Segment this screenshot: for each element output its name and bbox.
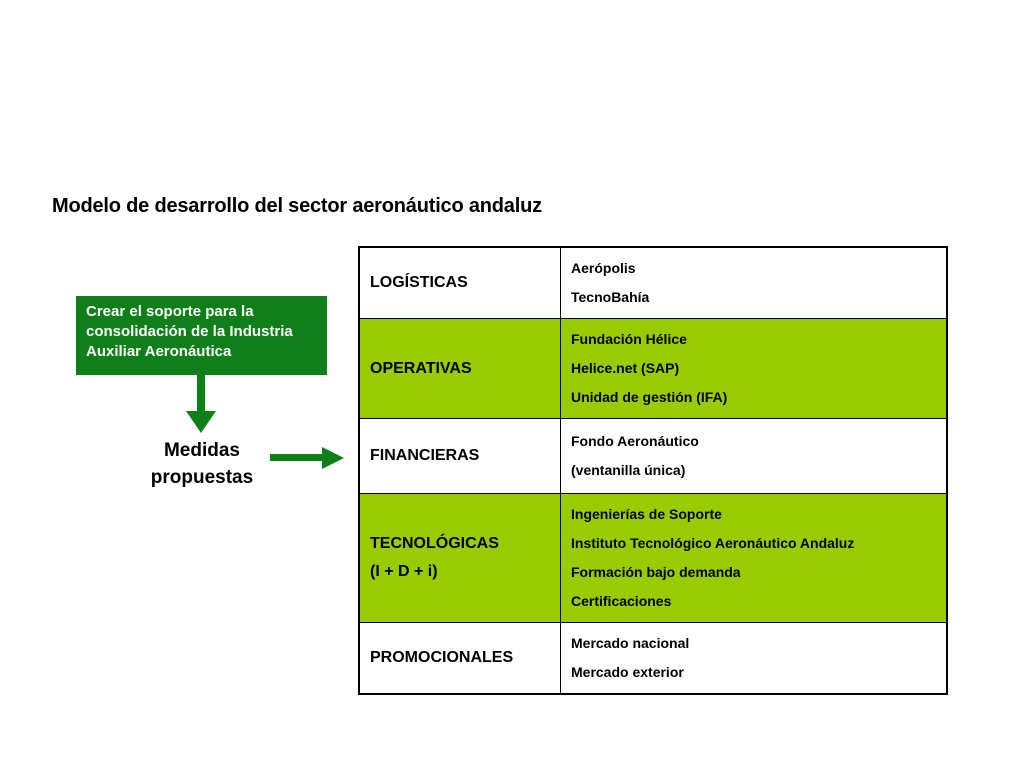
item-label: Fondo Aeronáutico xyxy=(571,433,699,449)
measures-label xyxy=(140,437,264,491)
goal-box xyxy=(76,296,327,375)
measures-label-line: Medidas xyxy=(163,440,241,461)
right-arrow-icon xyxy=(270,447,344,469)
items-cell xyxy=(561,419,948,494)
category-cell xyxy=(359,319,561,419)
measure-row-operativas xyxy=(359,319,947,419)
item-label: (ventanilla única) xyxy=(571,462,686,478)
measures-label-line: propuestas xyxy=(150,467,254,488)
item-label: Fundación Hélice xyxy=(571,331,687,347)
category-label: TECNOLÓGICAS xyxy=(370,535,499,552)
items-cell xyxy=(561,494,948,623)
item-label: Unidad de gestión (IFA) xyxy=(571,389,728,405)
item-label: Helice.net (SAP) xyxy=(571,360,680,376)
category-label: LOGÍSTICAS xyxy=(370,274,468,291)
category-label: PROMOCIONALES xyxy=(370,649,514,666)
category-label: FINANCIERAS xyxy=(370,447,480,464)
measure-row-logisticas xyxy=(359,247,947,319)
category-label: OPERATIVAS xyxy=(370,359,472,377)
item-label: Mercado exterior xyxy=(571,664,684,680)
item-label: Aerópolis xyxy=(571,260,636,276)
item-label: Instituto Tecnológico Aeronáutico Andaluz xyxy=(571,535,855,551)
down-arrow-icon xyxy=(186,375,216,433)
category-cell xyxy=(359,247,561,319)
item-label: Ingenierías de Soporte xyxy=(571,506,722,522)
item-label: Formación bajo demanda xyxy=(571,564,741,580)
page-title: Modelo de desarrollo del sector aeronáutico andaluz xyxy=(52,195,542,217)
item-label: TecnoBahía xyxy=(571,289,650,305)
goal-line: Auxiliar Aeronáutica xyxy=(86,343,232,360)
measure-row-promocionales xyxy=(359,623,947,695)
item-label: Mercado nacional xyxy=(571,635,690,651)
category-cell xyxy=(359,419,561,494)
items-cell xyxy=(561,319,948,419)
category-cell xyxy=(359,494,561,623)
measures-table xyxy=(358,246,948,695)
item-label: Certificaciones xyxy=(571,593,672,609)
goal-line: Crear el soporte para la xyxy=(86,303,254,320)
measure-row-tecnologicas xyxy=(359,494,947,623)
items-cell xyxy=(561,623,948,695)
items-cell xyxy=(561,247,948,319)
goal-line: consolidación de la Industria xyxy=(86,323,293,340)
measure-row-financieras xyxy=(359,419,947,494)
category-cell xyxy=(359,623,561,695)
category-sublabel: (I + D + i) xyxy=(370,563,438,580)
